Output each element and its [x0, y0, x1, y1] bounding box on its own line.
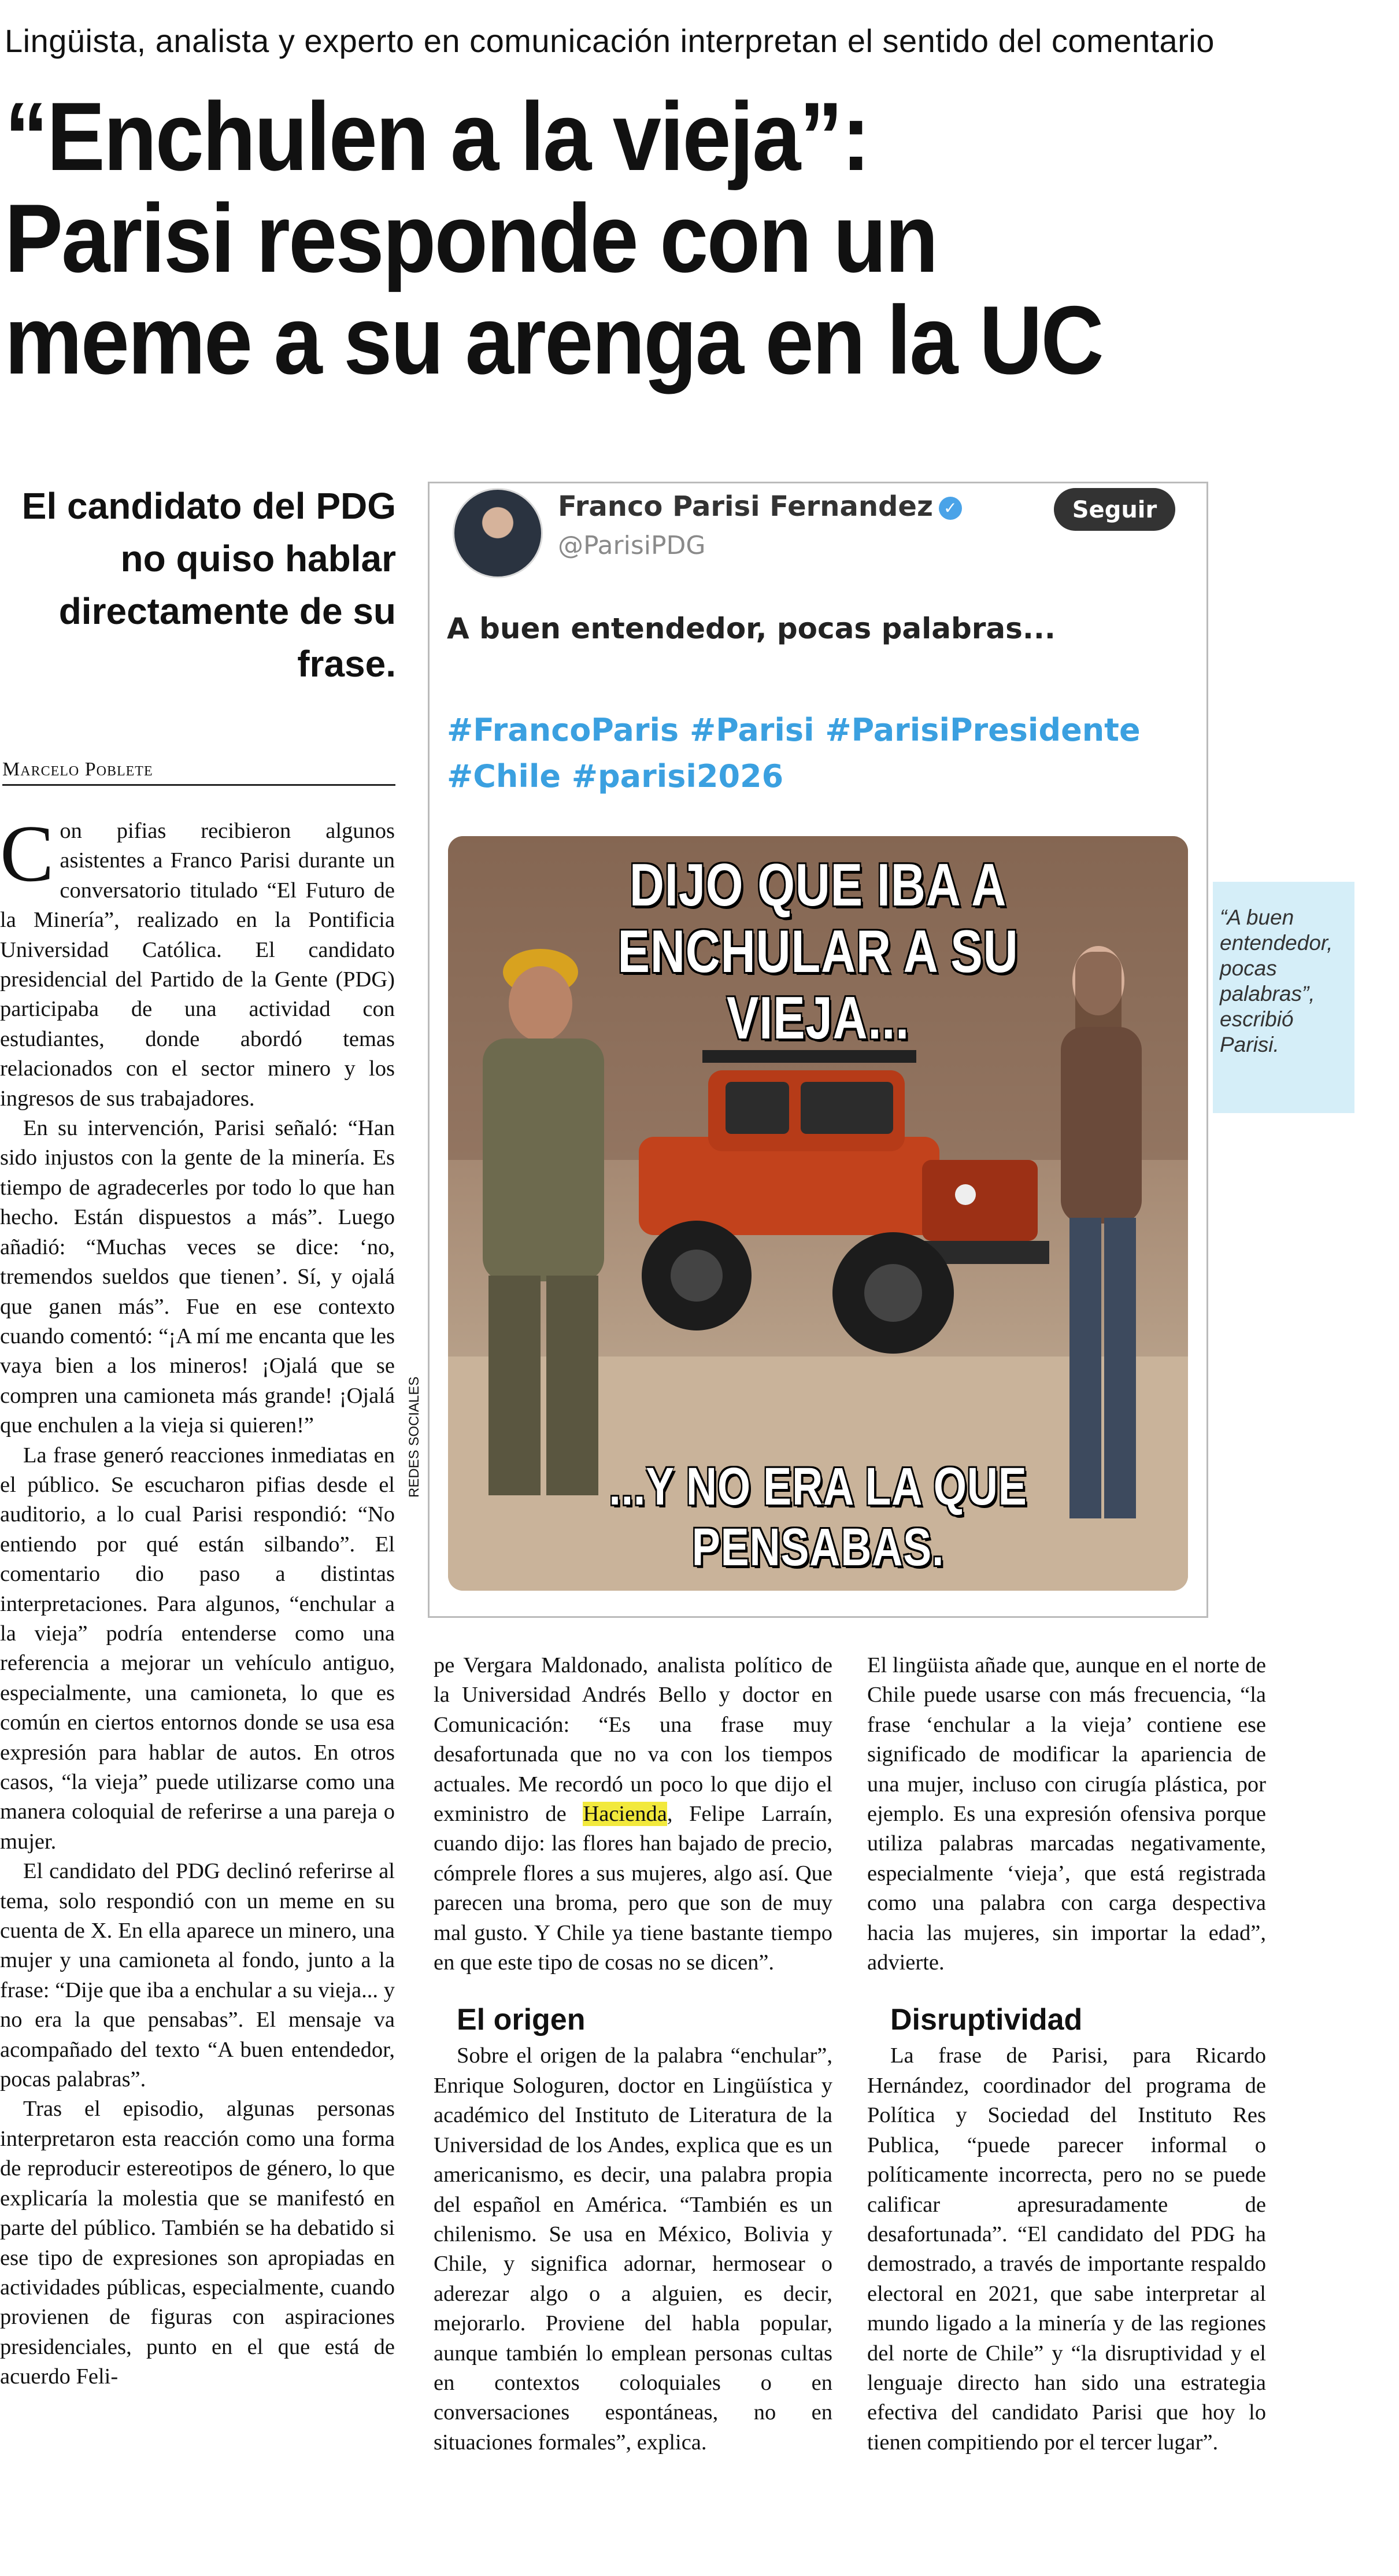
headline-line: meme a su arenga en la UC	[5, 286, 1102, 394]
meme-image[interactable]	[448, 836, 1188, 1591]
byline: Marcelo Poblete	[2, 759, 395, 786]
meme-top-line: ENCHULAR A SU VIEJA...	[617, 918, 1019, 1052]
photo-caption: “A buen entendedor, pocas palabras”, escribió Parisi.	[1213, 882, 1354, 1113]
section-heading: El origen	[457, 2003, 586, 2037]
kicker: Lingüista, analista y experto en comunicación interpretan el sentido del comentario	[5, 23, 1215, 59]
paragraph: El lingüista añade que, aunque en el norte de Chile puede usarse con más frecuencia, “la frase ‘enchular a la vieja’ contiene ese significado de modificar la apariencia de una mujer, incluso con cirugía plástica, por ejemplo. Es una expresión ofensiva porque utiliza palabras marcadas negativamente, especialmente ‘vieja’, que está registrada como una palabra con carga despectiva hacia las mujeres, sin importar la edad”, advierte.	[867, 1653, 1266, 1975]
avatar[interactable]	[453, 488, 543, 578]
body-column-2	[434, 1651, 832, 2457]
tweet-hashtags	[447, 707, 1141, 800]
meme-bottom-text: ...Y NO ERA LA QUE PENSABAS.	[609, 1457, 1027, 1577]
follow-button[interactable]: Seguir	[1054, 488, 1175, 531]
paragraph: El candidato del PDG declinó referirse al tema, solo respondió con un meme en su cuenta de X. En ella aparece un minero, una mujer y una camioneta al fondo, junto a la frase: “Dije que iba a enchular a su vieja... y no era la que pensabas”. El mensaje va acompañado del texto “A buen entendedor, pocas palabras”.	[0, 1859, 395, 2092]
verified-badge-icon: ✓	[939, 497, 962, 520]
photo-credit: REDES SOCIALES	[406, 1376, 422, 1498]
meme-top-line: DIJO QUE IBA A	[629, 852, 1007, 919]
paragraph: En su intervención, Parisi señaló: “Han sido injustos con la gente de la minería. Es tiempo de agradecerles por todo lo que han hecho. Están dispuestos a más”. Luego añadió: “Muchas veces se dice: ‘no, tremendos sueldos que tienen’. Sí, y ojalá que ganen más”. Fue en ese contexto cuando comentó: “¡A mí me encanta que les vaya bien a los mineros! ¡Ojalá que se compren una camioneta más grande! ¡Ojalá que enchulen a la vieja si quieren!”	[0, 1116, 395, 1438]
hashtag-line[interactable]: #Chile #parisi2026	[447, 758, 784, 794]
paragraph: La frase generó reacciones inmediatas en el público. Se escucharon pifias desde el auditorio, a lo cual Parisi respondió: “No entiendo por qué están silbando”. El comentario dio paso a distintas interpretaciones. Para algunos, “enchular a la vieja” podría entenderse como una referencia a mejorar un vehículo antiguo, especialmente, una camioneta, lo que es común en ciertos entornos donde se usa esa expresión para hablar de autos. En otros casos, “la vieja” puede utilizarse como una manera coloquial de referirse a una pareja o mujer.	[0, 1443, 395, 1854]
paragraph: Tras el episodio, algunas personas interpretaron esta reacción como una forma de reproducir estereotipos de género, lo que explicaría la molestia que se manifestó en parte del público. También se ha debatido si ese tipo de expresiones son apropiadas en actividades públicas, especialmente, cuando provienen de figuras con aspiraciones presidenciales, punto en el que está de acuerdo Feli-	[0, 2097, 395, 2389]
subhead: El candidato del PDG no quiso hablar directamente de su frase.	[21, 485, 396, 685]
section-heading: Disruptividad	[890, 2003, 1083, 2037]
body-column-3	[867, 1651, 1266, 2457]
headline	[5, 82, 1253, 394]
highlighted-word: Hacienda	[583, 1802, 667, 1827]
headline-line: Parisi responde con un	[5, 184, 937, 293]
tweet-text: A buen entendedor, pocas palabras...	[447, 612, 1056, 645]
paragraph: La frase de Parisi, para Ricardo Hernández, coordinador del programa de Política y Sociedad del Instituto Res Publica, “puede parecer informal o políticamente incorrecta, pero no se puede calificar apresuradamente de desafortunada”. “El candidato del PDG ha demostrado, a través de importante respaldo electoral en 2021, que sabe interpretar al mundo ligado a la minería y de las regiones del norte de Chile” y “la disruptividad y el lenguaje directo han sido una estrategia efectiva del candidato Parisi que hoy lo tienen compitiendo por el tercer lugar”.	[867, 2043, 1266, 2455]
tweet-author-name[interactable]: Franco Parisi Fernandez	[558, 490, 933, 523]
paragraph-text: pe Vergara Maldonado, analista político de la Universidad Andrés Bello y doctor en Comunicación: “Es una frase muy desafortunada que no va con los tiempos actuales. Me recordó un poco lo que dijo el exministro de	[434, 1653, 832, 1827]
body-column-1	[0, 809, 395, 2392]
hashtag-line[interactable]: #FrancoParis #Parisi #ParisiPresidente	[447, 712, 1141, 748]
paragraph: Sobre el origen de la palabra “enchular”, Enrique Sologuren, doctor en Lingüística y académico del Instituto de Literatura de la Universidad de los Andes, explica que es un americanismo, es decir, una palabra propia del español en América. “También es un chilenismo. Se usa en México, Bolivia y Chile, y significa adornar, hermosear o aderezar algo o a alguien, es decir, mejorarlo. Proviene del habla popular, aunque también lo emplean personas cultas en contextos coloquiales o en conversaciones espontáneas, no en situaciones formales”, explica.	[434, 2043, 832, 2455]
paragraph-text: , Felipe Larraín, cuando dijo: las flores han bajado de precio, cómprele flores a sus mujeres, algo así. Que parecen una broma, pero que son de muy mal gusto. Y Chile ya tiene bastante tiempo en que este tipo de cosas no se dicen”.	[434, 1802, 832, 1975]
meme-top-text	[522, 852, 1114, 1052]
headline-line: “Enchulen a la vieja”:	[5, 82, 869, 191]
tweet-author[interactable]	[558, 490, 962, 523]
tweet-handle[interactable]: @ParisiPDG	[558, 531, 706, 560]
paragraph	[434, 1651, 832, 1978]
embedded-tweet	[428, 482, 1208, 1618]
paragraph-text: on pifias recibieron algunos asistentes a Franco Parisi durante un conversatorio titulado “El Futuro de la Minería”, realizado en la Pontificia Universidad Católica. El candidato presidencial del Partido de la Gente (PDG) participaba de una actividad con estudiantes, donde abordó temas relacionados con el sector minero y los ingresos de sus trabajadores.	[0, 819, 395, 1111]
paragraph	[0, 809, 395, 1114]
drop-cap: C	[0, 809, 54, 899]
